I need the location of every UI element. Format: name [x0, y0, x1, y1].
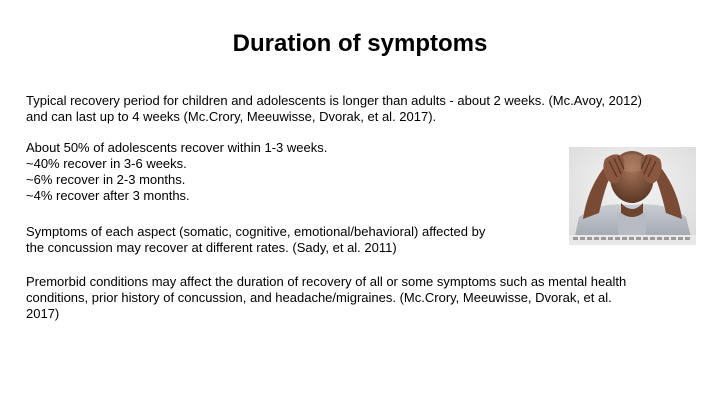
paragraph-line: ~4% recover after 3 months. [26, 188, 190, 203]
paragraph-line: the concussion may recover at different rates. (Sady, et al. 2011) [26, 240, 397, 255]
paragraph-line: and can last up to 4 weeks (Mc.Crory, Meeuwisse, Dvorak, et al. 2017). [26, 109, 437, 124]
paragraph-line: ~40% recover in 3-6 weeks. [26, 156, 187, 171]
paragraph-line: About 50% of adolescents recover within 1-3 weeks. [26, 140, 328, 155]
paragraph-line: Symptoms of each aspect (somatic, cognitive, emotional/behavioral) affected by [26, 224, 486, 239]
paragraph-line: ~6% recover in 2-3 months. [26, 172, 186, 187]
stressed-man-photo [569, 147, 696, 245]
recovery-statistics-paragraph [26, 140, 327, 204]
slide-title: Duration of symptoms [232, 30, 488, 57]
recovery-period-paragraph [26, 93, 642, 125]
symptom-aspects-paragraph [26, 224, 485, 256]
paragraph-line: 2017) [26, 306, 60, 321]
paragraph-line: Premorbid conditions may affect the duration of recovery of all or some symptoms such as mental health [26, 274, 627, 289]
premorbid-conditions-paragraph [26, 274, 626, 322]
paragraph-line: Typical recovery period for children and adolescents is longer than adults - about 2 weeks. (Mc.Avoy, 2012) [26, 93, 642, 108]
paragraph-line: conditions, prior history of concussion, and headache/migraines. (Mc.Crory, Meeuwisse, Dvorak, et al. [26, 290, 612, 305]
